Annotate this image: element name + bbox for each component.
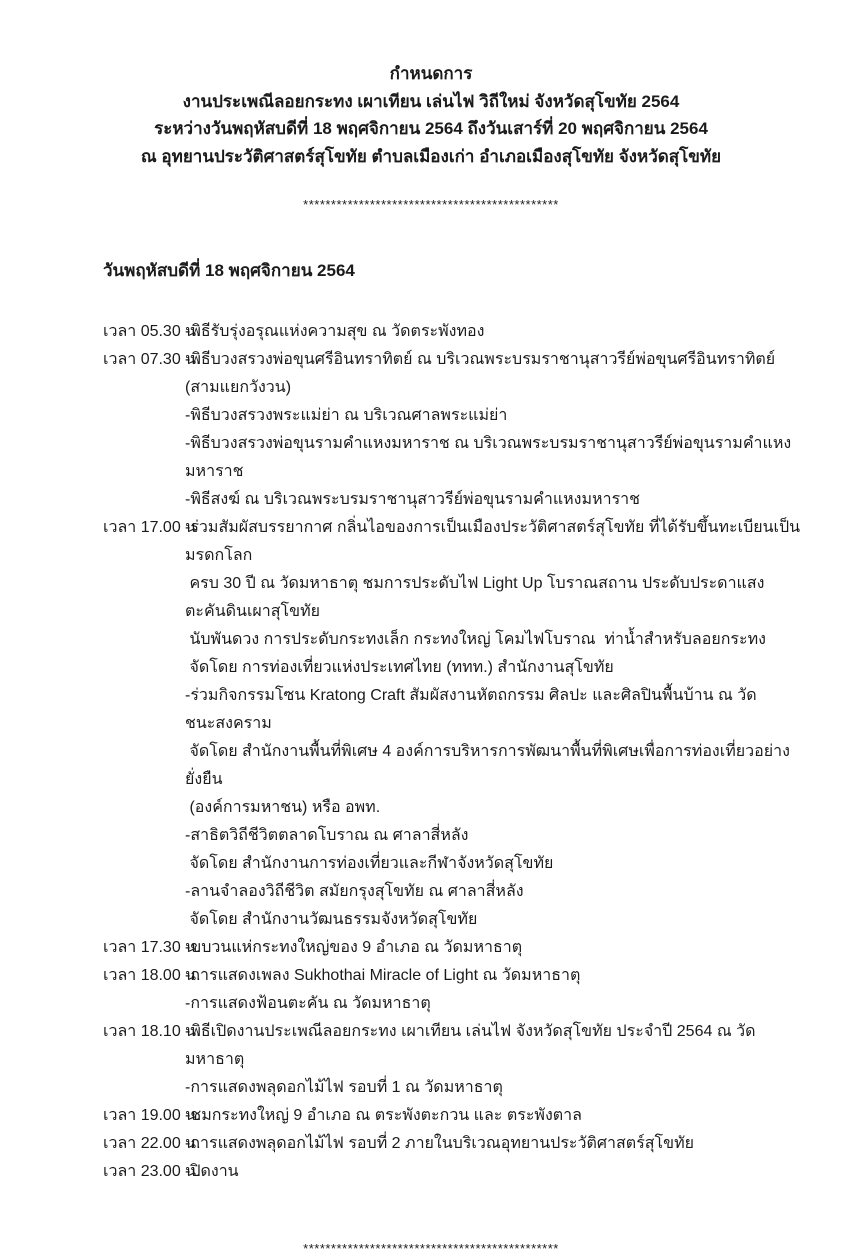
schedule-list bbox=[103, 318, 802, 1186]
schedule-entry bbox=[103, 514, 802, 934]
schedule-entry-activities bbox=[185, 934, 802, 962]
document-title: กำหนดการ bbox=[389, 64, 473, 83]
schedule-entry bbox=[103, 934, 802, 962]
schedule-activity-line: -ขบวนแห่กระทงใหญ่ของ 9 อำเภอ ณ วัดมหาธาตุ bbox=[185, 939, 523, 956]
schedule-activity-line: จัดโดย สำนักงานวัฒนธรรมจังหวัดสุโขทัย bbox=[185, 911, 478, 928]
schedule-entry bbox=[103, 346, 802, 514]
document-header bbox=[0, 0, 862, 170]
schedule-entry-activities bbox=[185, 318, 802, 346]
schedule-activity-line: จัดโดย การท่องเที่ยวแห่งประเทศไทย (ททท.) สำนักงานสุโขทัย bbox=[185, 659, 614, 676]
schedule-activity-line: -การแสดงพลุดอกไม้ไฟ รอบที่ 1 ณ วัดมหาธาตุ bbox=[185, 1079, 503, 1096]
schedule-entry-time: เวลา 05.30 น. bbox=[103, 323, 201, 340]
schedule-entry-activities bbox=[185, 514, 802, 934]
schedule-activity-line: -สาธิตวิถีชีวิตตลาดโบราณ ณ ศาลาสี่หลัง bbox=[185, 827, 469, 844]
schedule-activity-line: -พิธีบวงสรวงพระแม่ย่า ณ บริเวณศาลพระแม่ย่า bbox=[185, 407, 508, 424]
schedule-entry bbox=[103, 1130, 802, 1158]
schedule-entry bbox=[103, 962, 802, 1018]
schedule-entry-time: เวลา 18.10 น. bbox=[103, 1023, 201, 1040]
schedule-entry-activities bbox=[185, 1018, 802, 1102]
document-subtitle-line: ณ อุทยานประวัติศาสตร์สุโขทัย ตำบลเมืองเก่า อำเภอเมืองสุโขทัย จังหวัดสุโขทัย bbox=[140, 146, 722, 166]
schedule-entry-time: เวลา 07.30 น. bbox=[103, 351, 201, 368]
schedule-activity-line: -พิธีเปิดงานประเพณีลอยกระทง เผาเทียน เล่นไฟ จังหวัดสุโขทัย ประจำปี 2564 ณ วัดมหาธาตุ bbox=[185, 1023, 756, 1068]
schedule-activity-line: -พิธีบวงสรวงพ่อขุนศรีอินทราทิตย์ ณ บริเวณพระบรมราชานุสาวรีย์พ่อขุนศรีอินทราทิตย์ (สามแยกวังวน) bbox=[185, 351, 780, 396]
schedule-activity-line: จัดโดย สำนักงานพื้นที่พิเศษ 4 องค์การบริหารการพัฒนาพื้นที่พิเศษเพื่อการท่องเที่ยวอย่างยั่งยืน bbox=[185, 743, 790, 788]
schedule-entry bbox=[103, 1158, 802, 1186]
schedule-entry-time: เวลา 17.30 น. bbox=[103, 939, 201, 956]
day-heading: วันพฤหัสบดีที่ 18 พฤศจิกายน 2564 bbox=[103, 261, 355, 280]
schedule-activity-line: -การแสดงเพลง Sukhothai Miracle of Light ณ วัดมหาธาตุ bbox=[185, 967, 581, 984]
schedule-entry-time: เวลา 22.00 น. bbox=[103, 1135, 201, 1152]
schedule-activity-line: นับพันดวง การประดับกระทงเล็ก กระทงใหญ่ โคมไฟโบราณ ท่าน้ำสำหรับลอยกระทง bbox=[185, 631, 766, 648]
schedule-entry-activities bbox=[185, 1130, 802, 1158]
schedule-activity-line: -พิธีสงฆ์ ณ บริเวณพระบรมราชานุสาวรีย์พ่อขุนรามคำแหงมหาราช bbox=[185, 491, 640, 508]
schedule-activity-line: -ลานจำลองวิถีชีวิต สมัยกรุงสุโขทัย ณ ศาลาสี่หลัง bbox=[185, 883, 524, 900]
schedule-entry-time: เวลา 18.00 น. bbox=[103, 967, 201, 984]
document-subtitle-line: งานประเพณีลอยกระทง เผาเทียน เล่นไฟ วิถีใหม่ จังหวัดสุโขทัย 2564 bbox=[182, 91, 680, 111]
schedule-entry-activities bbox=[185, 1158, 802, 1186]
document-subtitle-line: ระหว่างวันพฤหัสบดีที่ 18 พฤศจิกายน 2564 ถึงวันเสาร์ที่ 20 พฤศจิกายน 2564 bbox=[154, 119, 708, 138]
schedule-activity-line: -การแสดงพลุดอกไม้ไฟ รอบที่ 2 ภายในบริเวณอุทยานประวัติศาสตร์สุโขทัย bbox=[185, 1135, 695, 1152]
schedule-activity-line: -การแสดงฟ้อนตะคัน ณ วัดมหาธาตุ bbox=[185, 995, 431, 1012]
schedule-activity-line: -ปิดงาน bbox=[185, 1163, 239, 1180]
schedule-entry-activities bbox=[185, 1102, 802, 1130]
schedule-entry bbox=[103, 1018, 802, 1102]
schedule-entry-activities bbox=[185, 346, 802, 514]
schedule-activity-line: ครบ 30 ปี ณ วัดมหาธาตุ ชมการประดับไฟ Light Up โบราณสถาน ประดับประดาแสงตะคันดินเผาสุโขทัย bbox=[185, 575, 765, 620]
schedule-entry-time: เวลา 23.00 น. bbox=[103, 1163, 201, 1180]
schedule-entry-activities bbox=[185, 962, 802, 1018]
schedule-activity-line: (องค์การมหาชน) หรือ อพท. bbox=[185, 799, 381, 816]
schedule-activity-line: จัดโดย สำนักงานการท่องเที่ยวและกีฬาจังหวัดสุโขทัย bbox=[185, 855, 554, 872]
asterisk-separator-bottom: ********************************************** bbox=[303, 1241, 559, 1256]
schedule-entry bbox=[103, 1102, 802, 1130]
schedule-activity-line: -พิธีรับรุ่งอรุณแห่งความสุข ณ วัดตระพังทอง bbox=[185, 323, 485, 340]
schedule-activity-line: -พิธีบวงสรวงพ่อขุนรามคำแหงมหาราช ณ บริเวณพระบรมราชานุสาวรีย์พ่อขุนรามคำแหงมหาราช bbox=[185, 435, 792, 480]
schedule-activity-line: -ร่วมสัมผัสบรรยากาศ กลิ่นไอของการเป็นเมืองประวัติศาสตร์สุโขทัย ที่ได้รับขึ้นทะเบียนเป็นมรดกโลก bbox=[185, 519, 801, 564]
schedule-entry-time: เวลา 17.00 น bbox=[103, 519, 197, 536]
schedule-entry-time: เวลา 19.00 น. bbox=[103, 1107, 201, 1124]
schedule-activity-line: -ชมกระทงใหญ่ 9 อำเภอ ณ ตระพังตะกวน และ ตระพังตาล bbox=[185, 1107, 582, 1124]
schedule-entry bbox=[103, 318, 802, 346]
schedule-activity-line: -ร่วมกิจกรรมโซน Kratong Craft สัมผัสงานหัตถกรรม ศิลปะ และศิลปินพื้นบ้าน ณ วัดชนะสงคราม bbox=[185, 687, 757, 732]
asterisk-separator-top: ********************************************** bbox=[303, 197, 559, 212]
